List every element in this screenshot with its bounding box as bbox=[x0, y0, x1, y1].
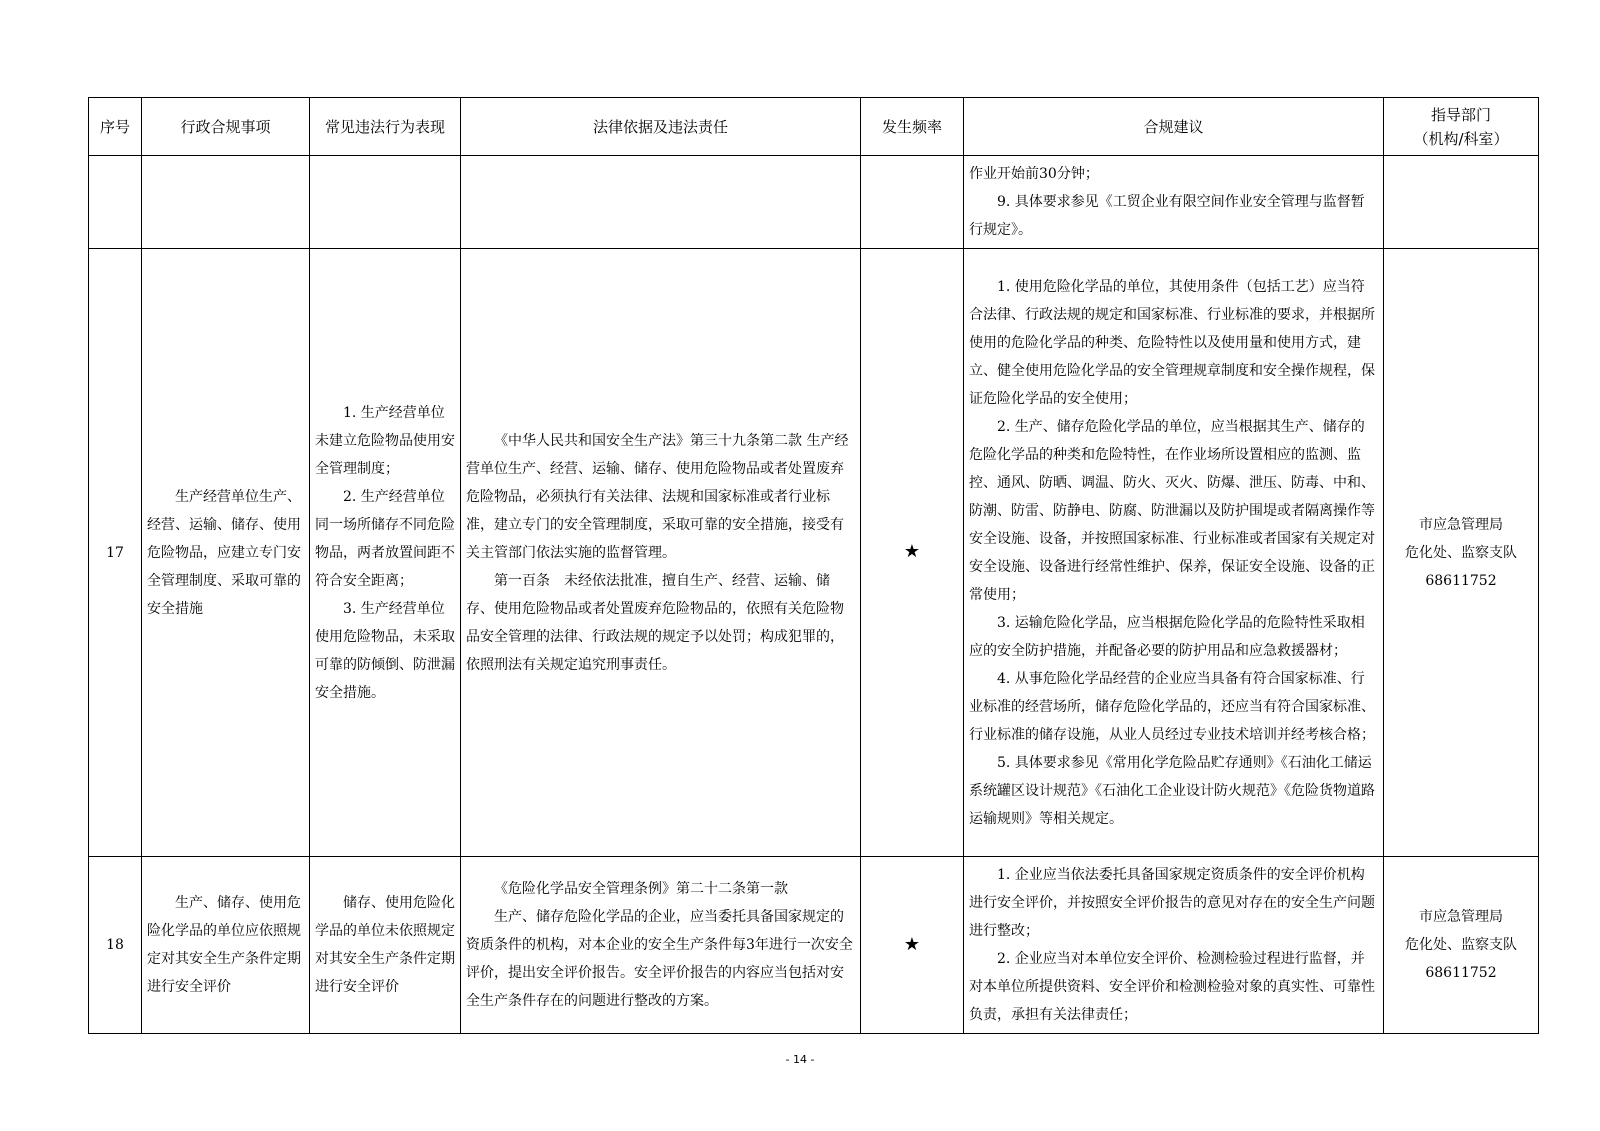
header-item: 行政合规事项 bbox=[142, 98, 310, 156]
header-row bbox=[89, 98, 1539, 156]
cont-violation-cell bbox=[310, 156, 461, 249]
row18-advice-1: 1. 企业应当依法委托具备国家规定资质条件的安全评价机构进行安全评价，并按照安全评价报告的意见对存在的安全生产问题进行整改； bbox=[969, 867, 1375, 939]
row18-item: 生产、储存、使用危险化学品的单位应依照规定对其安全生产条件定期进行安全评价 bbox=[147, 895, 301, 995]
table-row-17 bbox=[89, 249, 1539, 857]
row17-advice-1: 1. 使用危险化学品的单位，其使用条件（包括工艺）应当符合法律、行政法规的规定和国家标准、行业标准的要求，并根据所使用的危险化学品的种类、危险特性以及使用量和使用方式，建立、健全使用危险化学品的安全管理规章制度和安全操作规程，保证危险化学品的安全使用； bbox=[969, 278, 1375, 407]
row17-advice-4: 4. 从事危险化学品经营的企业应当具备有符合国家标准、行业标准的经营场所，储存危险化学品的，还应当有符合国家标准、行业标准的储存设施，从业人员经过专业技术培训并经考核合格； bbox=[969, 670, 1375, 743]
row18-dept-office: 危化处、监察支队 bbox=[1405, 937, 1517, 953]
row17-advice-2: 2. 生产、储存危险化学品的单位，应当根据其生产、储存的危险化学品的种类和危险特性，在作业场所设置相应的监测、监控、通风、防晒、调温、防火、灭火、防爆、泄压、防毒、中和、防潮、防雷、防静电、防腐、防泄漏以及防护围堤或者隔离操作等安全设施、设备，并按照国家标准、行业标准或者国家有关规定对安全设施、设备进行经常性维护、保养，保证安全设施、设备的正常使用； bbox=[969, 418, 1375, 603]
cont-law-cell bbox=[461, 156, 861, 249]
row18-frequency-star: ★ bbox=[903, 933, 921, 955]
header-law: 法律依据及违法责任 bbox=[461, 98, 861, 156]
header-advice: 合规建议 bbox=[964, 98, 1384, 156]
row18-advice-cell bbox=[964, 857, 1384, 1034]
cont-seq-cell bbox=[89, 156, 142, 249]
row17-violation-1: 1. 生产经营单位未建立危险物品使用安全管理制度； bbox=[315, 404, 455, 477]
header-dept-line2: （机构/科室） bbox=[1413, 129, 1509, 148]
row18-item-cell bbox=[142, 857, 310, 1034]
row17-violation-cell bbox=[310, 249, 461, 857]
cont-advice-para: 作业开始前30分钟； bbox=[969, 166, 1099, 182]
row17-seq: 17 bbox=[89, 249, 142, 857]
row18-dept-name: 市应急管理局 bbox=[1419, 909, 1503, 925]
compliance-table bbox=[88, 97, 1539, 1034]
row18-advice-2: 2. 企业应当对本单位安全评价、检测检验过程进行监督，并对本单位所提供资料、安全评价和检测检验对象的真实性、可靠性负责，承担有关法律责任； bbox=[969, 951, 1375, 1023]
row17-item-cell bbox=[142, 249, 310, 857]
header-dept bbox=[1384, 98, 1539, 156]
row17-item: 生产经营单位生产、经营、运输、储存、使用危险物品，应建立专门安全管理制度、采取可靠的安全措施 bbox=[147, 488, 301, 617]
row17-dept-office: 危化处、监察支队 bbox=[1405, 544, 1517, 561]
row17-advice-cell bbox=[964, 249, 1384, 857]
table-row-continued bbox=[89, 156, 1539, 249]
cont-advice-para: 9. 具体要求参见《工贸企业有限空间作业安全管理与监督暂行规定》。 bbox=[969, 194, 1365, 238]
cont-item-cell bbox=[142, 156, 310, 249]
row18-dept-phone: 68611752 bbox=[1425, 965, 1497, 981]
row17-advice-3: 3. 运输危险化学品，应当根据危险化学品的危险特性采取相应的安全防护措施，并配备必要的防护用品和应急救援器材； bbox=[969, 614, 1365, 659]
row18-law-cell bbox=[461, 857, 861, 1034]
row17-law-2: 第一百条 未经依法批准，擅自生产、经营、运输、储存、使用危险物品或者处置废弃危险物品的，依照有关危险物品安全管理的法律、行政法规的规定予以处罚；构成犯罪的，依照刑法有关规定追究刑事责任。 bbox=[466, 572, 844, 673]
cont-dept-cell bbox=[1384, 156, 1539, 249]
row17-advice-5: 5. 具体要求参见《常用化学危险品贮存通则》《石油化工储运系统罐区设计规范》《石油化工企业设计防火规范》《危险货物道路运输规则》等相关规定。 bbox=[969, 754, 1375, 827]
row18-freq-cell bbox=[861, 857, 964, 1034]
row18-violation-cell bbox=[310, 857, 461, 1034]
row17-dept-phone: 68611752 bbox=[1425, 572, 1497, 589]
row17-freq-cell bbox=[861, 249, 964, 857]
row18-dept-cell bbox=[1384, 857, 1539, 1034]
header-seq: 序号 bbox=[89, 98, 142, 156]
row17-frequency-star: ★ bbox=[903, 541, 921, 562]
row18-law-1: 《危险化学品安全管理条例》第二十二条第一款 bbox=[494, 881, 788, 897]
page-number: - 14 - bbox=[785, 1053, 815, 1066]
row17-violation-3: 3. 生产经营单位使用危险物品，未采取可靠的防倾倒、防泄漏安全措施。 bbox=[315, 600, 455, 701]
row18-law-2: 生产、储存危险化学品的企业，应当委托具备国家规定的资质条件的机构，对本企业的安全生产条件每3年进行一次安全评价，提出安全评价报告。安全评价报告的内容应当包括对安全生产条件存在的问题进行整改的方案。 bbox=[466, 909, 853, 1009]
header-dept-line1: 指导部门 bbox=[1430, 105, 1491, 124]
header-violation: 常见违法行为表现 bbox=[310, 98, 461, 156]
cont-advice-cell bbox=[964, 156, 1384, 249]
header-freq: 发生频率 bbox=[861, 98, 964, 156]
cont-freq-cell bbox=[861, 156, 964, 249]
table-row-18 bbox=[89, 857, 1539, 1034]
row17-dept-cell bbox=[1384, 249, 1539, 857]
row17-law-1: 《中华人民共和国安全生产法》第三十九条第二款 生产经营单位生产、经营、运输、储存、使用危险物品或者处置废弃危险物品，必须执行有关法律、法规和国家标准或者行业标准，建立专门的安全管理制度，采取可靠的安全措施，接受有关主管部门依法实施的监督管理。 bbox=[466, 432, 849, 561]
row18-seq: 18 bbox=[89, 857, 142, 1034]
row17-law-cell bbox=[461, 249, 861, 857]
row17-dept-name: 市应急管理局 bbox=[1419, 516, 1503, 533]
row17-violation-2: 2. 生产经营单位同一场所储存不同危险物品，两者放置间距不符合安全距离； bbox=[315, 488, 455, 589]
row18-violation: 储存、使用危险化学品的单位未依照规定对其安全生产条件定期进行安全评价 bbox=[315, 895, 455, 995]
